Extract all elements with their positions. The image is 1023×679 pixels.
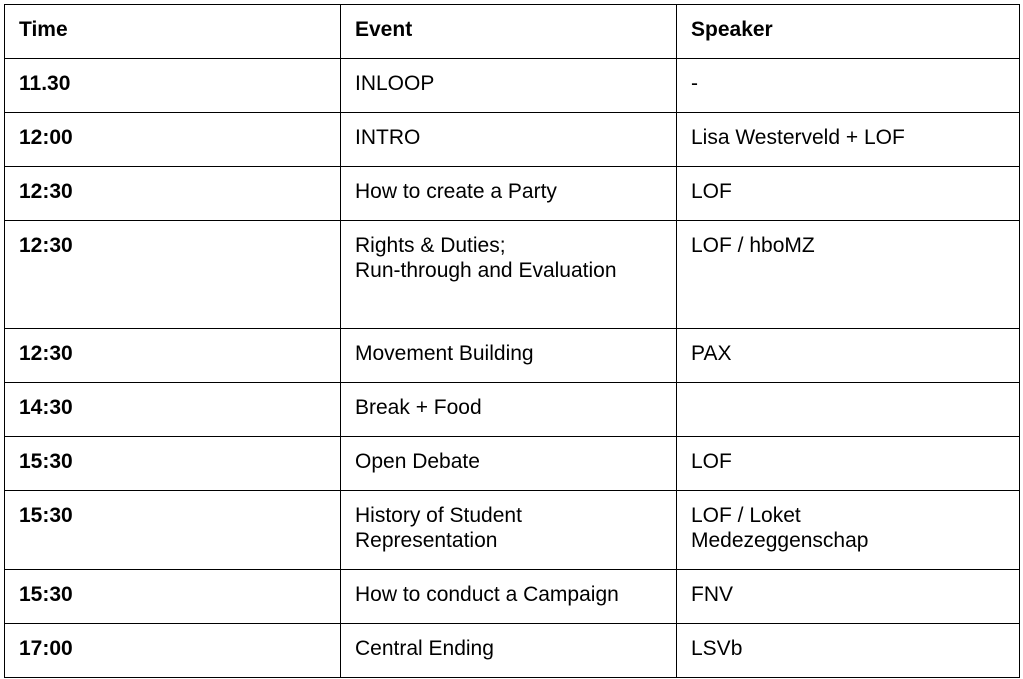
speaker-cell <box>677 329 1020 383</box>
event-cell <box>341 329 677 383</box>
time-cell: 15:30 <box>5 491 341 570</box>
table-header-row <box>5 5 1020 59</box>
event-text: Open Debate <box>355 450 480 473</box>
event-text: Movement Building <box>355 342 534 365</box>
speaker-text: Lisa Westerveld + LOF <box>691 126 905 149</box>
time-cell: 11.30 <box>5 59 341 113</box>
event-cell <box>341 570 677 624</box>
table-row <box>5 570 1020 624</box>
table-row <box>5 624 1020 678</box>
schedule-table <box>4 4 1020 678</box>
time-cell: 15:30 <box>5 570 341 624</box>
speaker-text: LOF / hboMZ <box>691 234 815 257</box>
table-row <box>5 221 1020 329</box>
time-cell: 12:00 <box>5 113 341 167</box>
event-cell <box>341 59 677 113</box>
time-cell: 14:30 <box>5 383 341 437</box>
speaker-text: LSVb <box>691 637 743 660</box>
time-cell: 12:30 <box>5 329 341 383</box>
event-cell <box>341 113 677 167</box>
event-text: How to conduct a Campaign <box>355 583 619 606</box>
table-row <box>5 329 1020 383</box>
header-event: Event <box>341 5 677 59</box>
time-cell: 17:00 <box>5 624 341 678</box>
event-cell <box>341 491 677 570</box>
speaker-cell <box>677 491 1020 570</box>
speaker-text: LOF / Loket <box>691 504 801 527</box>
event-cell <box>341 624 677 678</box>
speaker-text: PAX <box>691 342 732 365</box>
event-text: How to create a Party <box>355 180 557 203</box>
speaker-text: LOF <box>691 450 732 473</box>
speaker-text: LOF <box>691 180 732 203</box>
event-text: Rights & Duties; <box>355 234 506 257</box>
speaker-cell <box>677 59 1020 113</box>
speaker-text: - <box>691 72 698 95</box>
event-text: Run-through and Evaluation <box>355 259 617 282</box>
header-time: Time <box>5 5 341 59</box>
speaker-cell <box>677 167 1020 221</box>
table-row <box>5 491 1020 570</box>
speaker-cell <box>677 570 1020 624</box>
event-text: Central Ending <box>355 637 494 660</box>
speaker-cell <box>677 383 1020 437</box>
table-row <box>5 383 1020 437</box>
event-text: Representation <box>355 529 498 552</box>
event-text: INTRO <box>355 126 421 149</box>
event-cell <box>341 221 677 329</box>
header-speaker: Speaker <box>677 5 1020 59</box>
table-row <box>5 113 1020 167</box>
event-cell <box>341 437 677 491</box>
table-row <box>5 167 1020 221</box>
event-text: INLOOP <box>355 72 435 95</box>
time-cell: 15:30 <box>5 437 341 491</box>
time-cell: 12:30 <box>5 167 341 221</box>
table-row <box>5 437 1020 491</box>
speaker-cell <box>677 113 1020 167</box>
speaker-cell <box>677 221 1020 329</box>
speaker-cell <box>677 437 1020 491</box>
speaker-text: FNV <box>691 583 733 606</box>
speaker-text: Medezeggenschap <box>691 529 869 552</box>
event-cell <box>341 167 677 221</box>
time-cell: 12:30 <box>5 221 341 329</box>
event-text: History of Student <box>355 504 522 527</box>
event-text: Break + Food <box>355 396 482 419</box>
speaker-cell <box>677 624 1020 678</box>
event-cell <box>341 383 677 437</box>
table-row <box>5 59 1020 113</box>
